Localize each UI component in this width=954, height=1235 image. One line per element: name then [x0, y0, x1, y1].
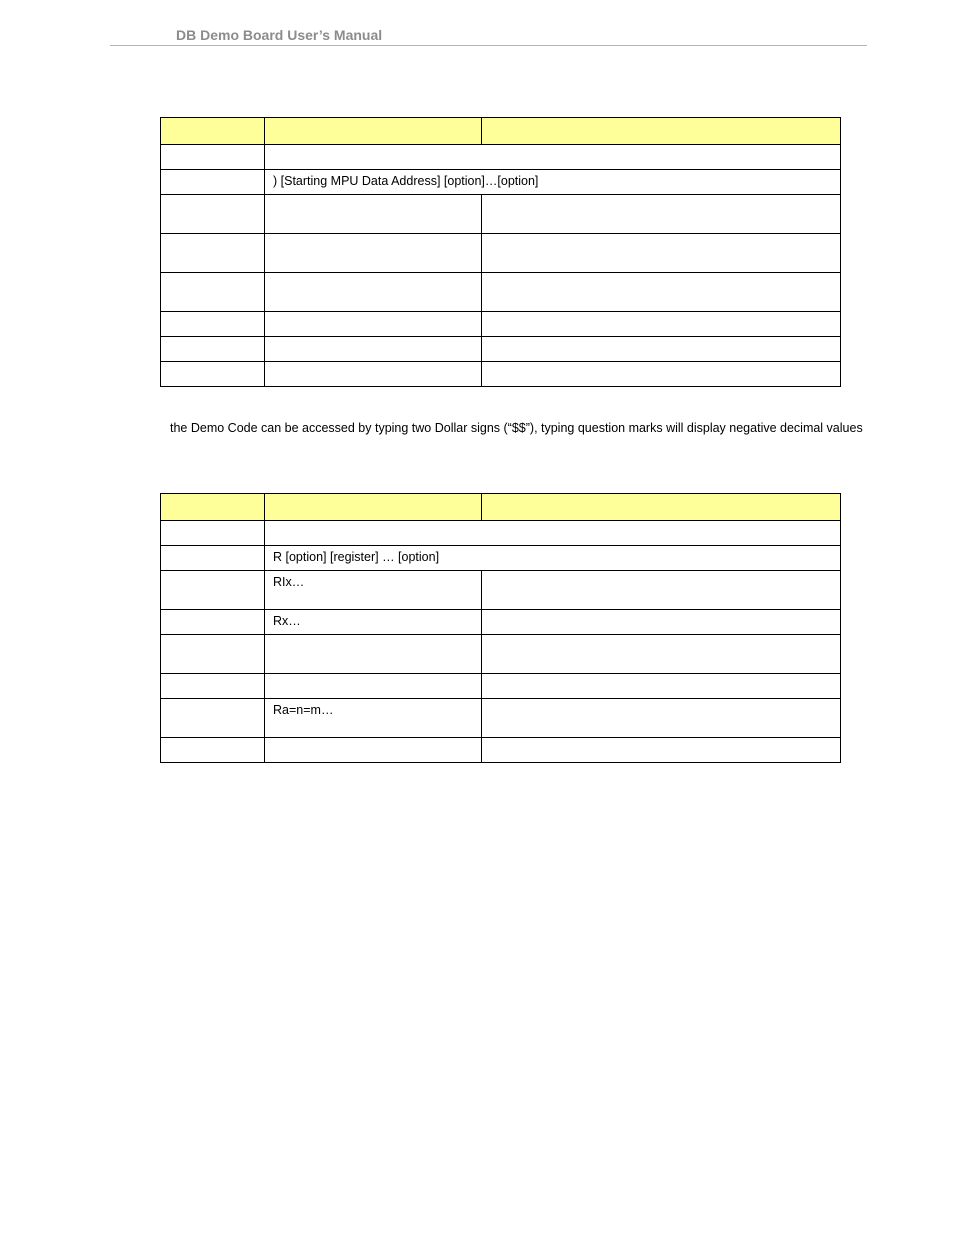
table-cell [482, 699, 841, 738]
table-cell [482, 273, 841, 312]
table-row [161, 635, 841, 674]
header-cell [161, 118, 265, 145]
table-cell [265, 145, 841, 170]
table-row [161, 337, 841, 362]
table-cell [161, 362, 265, 387]
table-cell [482, 635, 841, 674]
table-row [161, 546, 841, 571]
table-cell [482, 312, 841, 337]
table-cell [482, 362, 841, 387]
running-header: DB Demo Board User’s Manual [176, 27, 383, 43]
table-cell [265, 521, 841, 546]
table-cell [161, 312, 265, 337]
table-row [161, 170, 841, 195]
table-row [161, 521, 841, 546]
table-row [161, 195, 841, 234]
table-cell [265, 738, 482, 763]
table-cell [161, 521, 265, 546]
table-cell [161, 610, 265, 635]
command-table-2 [160, 493, 841, 763]
table-cell [482, 738, 841, 763]
table-row [161, 738, 841, 763]
header-cell [482, 118, 841, 145]
syntax-cell: ) [Starting MPU Data Address] [option]…[option] [265, 170, 841, 195]
table-cell [482, 337, 841, 362]
header-cell [161, 494, 265, 521]
table-row [161, 273, 841, 312]
table-row [161, 362, 841, 387]
table-cell [161, 273, 265, 312]
table-cell: RIx… [265, 571, 482, 610]
table-cell [161, 337, 265, 362]
table-row [161, 312, 841, 337]
note-paragraph: the Demo Code can be accessed by typing two Dollar signs (“$$”), typing question marks will display negative decimal values [170, 421, 863, 435]
table-cell [161, 738, 265, 763]
table-cell [482, 610, 841, 635]
table-header-row [161, 118, 841, 145]
table-row [161, 234, 841, 273]
command-table-1 [160, 117, 841, 387]
table-row [161, 145, 841, 170]
table-cell [265, 312, 482, 337]
table-cell [265, 195, 482, 234]
header-rule [110, 45, 867, 46]
table-row [161, 699, 841, 738]
table-cell [161, 674, 265, 699]
table-cell [161, 546, 265, 571]
table-cell [265, 635, 482, 674]
table-cell [161, 170, 265, 195]
table-cell: Ra=n=m… [265, 699, 482, 738]
table-cell [161, 234, 265, 273]
table-cell [482, 674, 841, 699]
table-cell [482, 571, 841, 610]
table-cell [161, 195, 265, 234]
header-cell [265, 118, 482, 145]
table-cell [161, 635, 265, 674]
table-cell [265, 234, 482, 273]
table-cell [265, 273, 482, 312]
table-cell [161, 145, 265, 170]
syntax-cell: R [option] [register] … [option] [265, 546, 841, 571]
table-cell [265, 337, 482, 362]
table-row [161, 610, 841, 635]
header-cell [482, 494, 841, 521]
table-cell [161, 571, 265, 610]
table-cell [482, 195, 841, 234]
table-cell: Rx… [265, 610, 482, 635]
table-cell [161, 699, 265, 738]
header-cell [265, 494, 482, 521]
table-header-row [161, 494, 841, 521]
table-row [161, 571, 841, 610]
table-cell [482, 234, 841, 273]
table-cell [265, 362, 482, 387]
table-row [161, 674, 841, 699]
table-cell [265, 674, 482, 699]
